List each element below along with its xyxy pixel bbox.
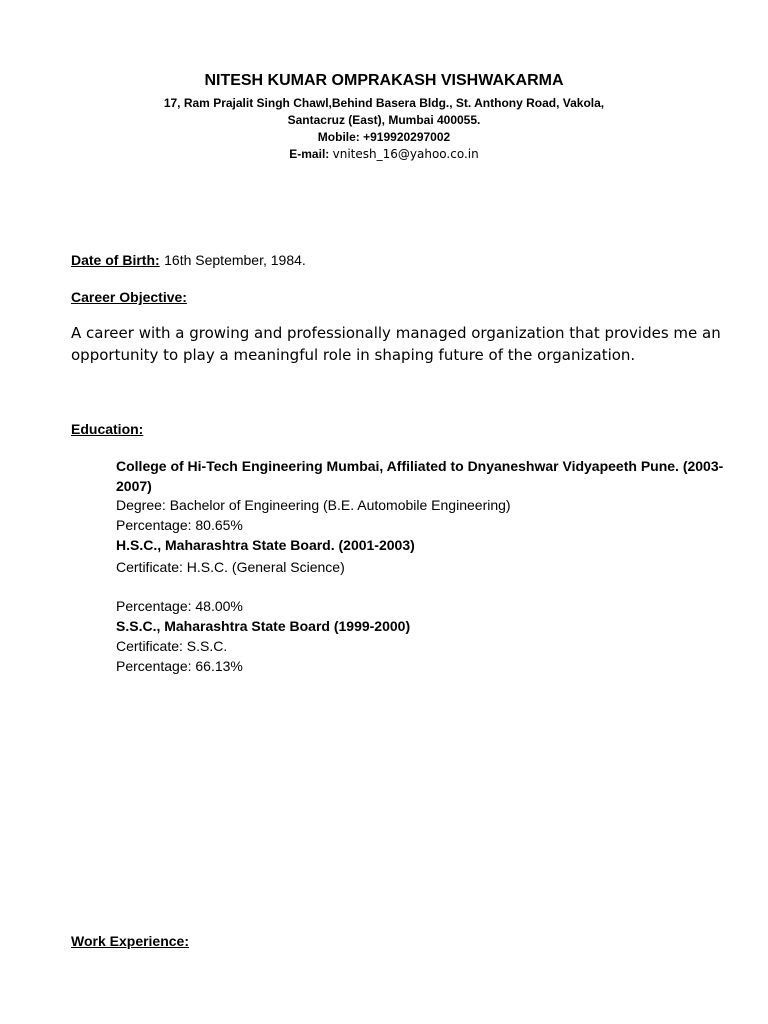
ssc-certificate: Certificate: S.S.C. [116,638,228,654]
college-title: College of Hi-Tech Engineering Mumbai, Affiliated to Dnyaneshwar Vidyapeeth Pune. (2003-2007) [116,458,724,494]
date-of-birth [71,252,306,270]
address-line-2: Santacruz (East), Mumbai 400055. [287,113,481,127]
dob-label: Date of Birth: [71,252,160,268]
career-objective-heading: Career Objective: [71,289,187,305]
work-experience-heading: Work Experience: [71,933,190,949]
hsc-percentage: Percentage: 48.00% [116,598,243,614]
dob-value: 16th September, 1984. [164,252,306,268]
career-objective-text: A career with a growing and professionally managed organization that provides me an opportunity to play a meaningful role in shaping future of the organization. [71,324,721,364]
ssc-title: S.S.C., Maharashtra State Board (1999-2000) [116,618,411,634]
hsc-title: H.S.C., Maharashtra State Board. (2001-2003) [116,537,415,553]
email-line [0,147,768,161]
education-heading: Education: [71,421,144,437]
college-degree: Degree: Bachelor of Engineering (B.E. Automobile Engineering) [116,497,511,513]
email-value: vnitesh_16@yahoo.co.in [332,147,479,161]
address-line-1: 17, Ram Prajalit Singh Chawl,Behind Basera Bldg., St. Anthony Road, Vakola, [163,96,605,110]
college-percentage: Percentage: 80.65% [116,517,243,533]
ssc-percentage: Percentage: 66.13% [116,658,243,674]
candidate-name: NITESH KUMAR OMPRAKASH VISHWAKARMA [204,72,564,89]
email-label: E-mail: [289,147,330,161]
mobile-number: Mobile: +919920297002 [317,130,451,144]
hsc-certificate: Certificate: H.S.C. (General Science) [116,559,345,575]
